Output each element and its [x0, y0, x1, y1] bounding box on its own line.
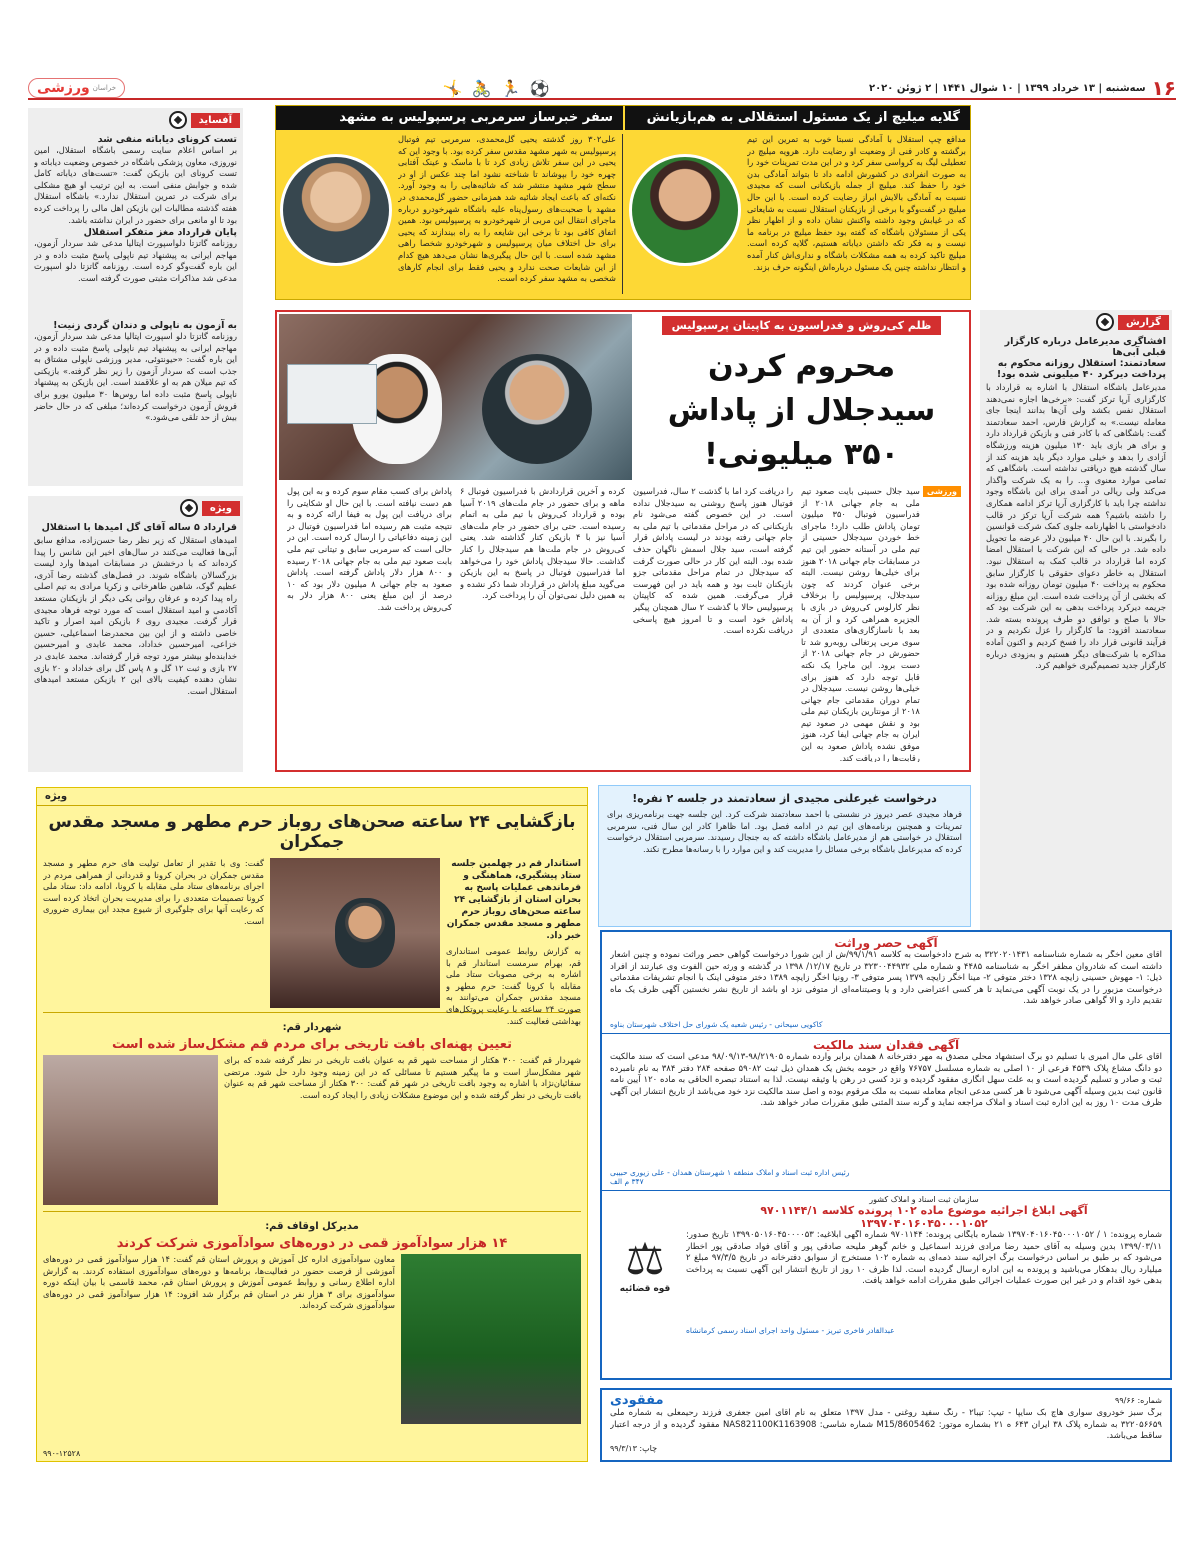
ads-section: [600, 930, 1172, 1380]
qom-code: ۹۹۰-۱۲۵۲۸: [43, 1449, 81, 1458]
page-number: ۱۶: [1151, 76, 1176, 100]
ad2-body: آقای علی مال امیری با تسلیم دو برگ استشهاد محلی مصدق به مهر دفترخانه ۸ همدان برابر وارده شماره ۹۸/۲۱۹۰۵-۹۸/۰۹/۱۳ مدعی است که سند مالکیت دو دانگ مشاع پلاک ۴۵۳۹ فرعی از ۱۰ اصلی به شماره مسلسل ۷۶۷۵۷ واقع در حومه بخش یک همدان ذیل ثبت ۵۹۰۸۲ صفحه ۲۸۴ دفتر ۳۸۴ به نام نامبرده ثبت و صادر و تسلیم گردیده است و به علت سهل انگاری مفقود گردیده و نزد کسی در رهن یا وثیقه نیست. لذا به استناد تبصره الحاقی به ماده ۱۲۰ آیین نامه قانون ثبت بدین وسیله آگهی می‌شود تا هر کسی مدعی انجام معامله نسبت به ملک مرقوم بوده و اصل سند مالکیت نزد خود می‌باشد از تاریخ انتشار این آگهی ظرف مدت ۱۰ روز به این اداره ثبت اسناد و املاک مراجعه نماید و گرنه سند المثنی طبق مقررات صادر خواهد شد.: [610, 1052, 1162, 1109]
offside-title-1: تست کرونای دیاباته منفی شد: [97, 134, 237, 145]
ball-icon: [1096, 313, 1114, 331]
owqaf-body: معاون سوادآموزی اداره کل آموزش و پرورش استان قم گفت: ۱۴ هزار سوادآموز قمی در دوره‌های آموزشی از فرصت حضور در فعالیت‌ها، برنامه‌ها و دوره‌های سوادآموزی استفاده کردند. به گزارش اداره اطلاع رسانی و روابط عمومی آموزش و پرورش استان قم، محمد قاسمی با بیان اینکه دوره سوادآموزی برای ۳ هزار نفر در استان قم برگزار شد افزود: ۱۴ هزار سوادآموز قمی در دوره‌های سوادآموزی شرکت کرده‌اند.: [43, 1254, 395, 1311]
report-body: مدیرعامل باشگاه استقلال با اشاره به قرارداد با کارگزاری آرپا ترکز گفت: «برخی‌ها اجازه نمی‌دهند استقلال نفس بکشد ولی آن‌ها بدانند اینجا جای معامله نیست.» به گزارش فارس، احمد سعادتمند گفت: باشگاهی که با کادر فنی و بازیکن قرارداد دارد و برای هر بازی باید ۱۳۰ میلیون هزینه ورزشگاه آزادی را بدهد و خیلی موارد دیگر باید هزینه کند از سال گذشته هیچ دریافتی نداشته است. باشگاهی که تمامی موارد معنوی و... را به یک شرکت واگذار می‌کند ولی ریالی در آمدی برای این باشگاه وجود نداشته چرا باید با کارگزاری آرپا ترکز ادامه همکاری را داشته باشیم؟ همه شرکت آرپا ترکز در قالب دادخواستی با اظهارنامه جلوی کمک شرکت قوانسین را بگیرند. با این حال ۴۰ میلیون دلار عرضه ما تحویل داده شد. در حالی که این شرکت با استقلال امضا کرده اما قرارداد در قالب کمک به استقلال نبود. استقلال به خاطر دعوای حقوقی با کارگزار سابق محکوم به پرداخت ۴۰ میلیون تومان روزانه شده بود که بخشی از آن پرداخت شده است. این مبلغ روزانه جریمه دیرکرد پرداخت بدهی به این شرکت بود که حالا با صلح و توافق دو طرف پرونده بسته شد. سعادتمند افزود: ما کارگزار را عزل نکردیم و در فرآیند قانونی قرار داد را فسخ کردیم و اکنون آماده مذاکره با شرکت‌های دیگر هستیم و به‌زودی درباره کارگزار جدید تصمیم‌گیری خواهیم کرد.: [986, 382, 1166, 671]
report-tag: گزارش: [1118, 315, 1169, 330]
lost-title: مفقودی: [610, 1393, 664, 1408]
governor-photo: [270, 858, 440, 1008]
judiciary-scales-icon: ⚖: [625, 1234, 665, 1285]
owqaf-tag: مدیرکل اوقاف قم:: [265, 1221, 359, 1232]
ad3-title: آگهی ابلاغ اجرائیه موضوع ماده ۱۰۲ پرونده کلاسه ۹۷۰۱۱۴۴/۱: [760, 1204, 1088, 1217]
special-column: [28, 496, 243, 772]
milic-photo: [629, 154, 741, 266]
main-col-3: کرده و آخرین قراردادش با فدراسیون فوتبال ۶ ماهه و برای حضور در جام ملت‌های ۲۰۱۹ آسیا بوده و قرارداد کی‌روش با تیم ملی به اتمام رسیده است. حتی برای حضور در جام ملت‌های آسیا نیز با ۴ بازیکن کنار گذاشته شد. یعنی کی‌روش در جام ملت‌ها هم سیدجلال را کنار گذاشت. حالا سیدجلال پاداش خود را می‌خواهد اما فدراسیون فوتبال در پاسخ به این بازیکن می‌گوید مبلغ پاداش در قرارداد شما ذکر نشده و به همین دلیل نمی‌توان آن را پرداخت کرد.: [460, 486, 625, 601]
mayor-headline: تعیین پهنه‌ای بافت تاریخی برای مردم قم مشکل‌ساز شده است: [112, 1037, 512, 1052]
mayor-body: شهردار قم گفت: ۳۰۰ هکتار از مساحت شهر قم به عنوان بافت تاریخی در نظر گرفته شده که برای شهر مشکل‌ساز است و ما پیگیر هستیم تا مسائلی که در این زمینه وجود دارد حل شود. مرتضی سقائیان‌نژاد با اشاره به وجود بافت تاریخی در شهر قم گفت: ۳۰۰ هکتار از مساحت شهر قم به عنوان بافت تاریخی در نظر گرفته شده و این موضوع مشکلات زیادی را ایجاد کرده است.: [224, 1055, 581, 1100]
literacy-class-photo: [401, 1254, 581, 1424]
main-kicker: ظلم کی‌روش و فدراسیون به کاپیتان پرسپولیس: [662, 316, 942, 335]
qom-headline: بازگشایی ۲۴ ساعته صحن‌های روباز حرم مطهر و مسجد مقدس جمکران: [48, 812, 576, 852]
historic-alley-photo: [43, 1055, 218, 1205]
offside-title-3: به آزمون به ناپولی و دندان گردی زنیت!: [53, 320, 237, 331]
qom-body-2: گفت: وی با تقدیر از تعامل تولیت های حرم مطهر و مسجد مقدس جمکران در بحران کرونا و قدردانی از همراهی مردم در اجرای برنامه‌های ستاد ملی مقابله با کرونا، ادامه داد: ستاد ملی کرونا تصمیمات متعددی را برای مدیریت بحران اتخاذ کرده است که رعایت آنها برای جلوگیری از شیوع مجدد این بیماری ضروری است.: [43, 858, 264, 926]
main-story: [275, 310, 971, 772]
offside-body-1: بر اساس اعلام سایت رسمی باشگاه استقلال، امین نوروزی، معاون پزشکی باشگاه در خصوص وضعیت دیاباته و تست کرونای این بازیکن گفت: «تست‌های دیاباته کامل شده و جوابش منفی است. به این ترتیب او هیچ مشکلی برای شرکت در تمرین استقلال ندارد.» باشگاه استقلال هفته گذشته مطالبات این بازیکن اهل مالی را پرداخت کرده بود تا او مانعی برای حضور در ایران نداشته باشد.: [34, 145, 237, 225]
offside-tag: آفساید: [191, 113, 240, 128]
owqaf-headline: ۱۴ هزار سوادآموز قمی در دوره‌های سوادآموزی شرکت کردند: [116, 1236, 508, 1251]
yellow-headline-bar: [276, 106, 970, 130]
ad3-code: ۱۳۹۷۰۴۰۱۶۰۴۵۰۰۰۱۰۵۲: [860, 1217, 988, 1230]
left-headline: سفر خبرساز سرمربی پرسپولیس به مشهد: [339, 110, 613, 125]
special-tag: ویژه: [202, 501, 240, 516]
blue-box: [598, 785, 971, 927]
ball-icon: [169, 111, 187, 129]
offside-body-2: روزنامه گاتزتا دلواسپورت ایتالیا مدعی شد سردار آزمون، مهاجم ایرانی به پیشنهاد تیم ناپولی پاسخ مثبت داده و در این باره گفت‌وگو کرده است. روزنامه گاتزتا دلو اسپورت مدعی شد مذاکرات مثبتی صورت گرفته است.: [34, 238, 237, 283]
top-yellow-box: [275, 105, 971, 300]
byline-badge: ورزشی: [923, 486, 961, 497]
blue-body: فرهاد مجیدی عصر دیروز در نشستی با احمد سعادتمند شرکت کرد. این جلسه جهت برنامه‌ریزی برای تمرینات و همچنین برنامه‌های این تیم در ادامه فصل بود. اما ظاهرا کادر این سال فنی، سرمربی استقلال در خواستی هم از مدیرعامل باشگاه داشته که به جنجال رسیدند. سرمربی استقلال درخواست کرده که مدیرعامل باشگاه برخی مسائل را مدیریت کند و این موارد را با رسانه‌ها مطرح نکند.: [607, 809, 962, 854]
page-header: [28, 78, 1176, 100]
qom-tag: ویژه: [45, 791, 68, 802]
sport-figures-icon: ⚽ 🏃 🚴 🤸: [442, 78, 552, 98]
main-col-1: سید جلال حسینی بایت صعود تیم ملی به جام جهانی ۲۰۱۸ از فدراسیون فوتبال ۳۵۰ میلیون تومان پاداش طلب دارد! ماجرای خط خوردن سیدجلال حسینی از تیم ملی در آستانه حضور این تیم در مسابقات جام جهانی ۲۰۱۸ هنوز برای خیلی‌ها روشن نیست. البته برخی عنوان کردند که چون سیدجلال، پرسپولیس را برخلاف نظر کارلوس کی‌روش در بازی با الجزیره همراهی کرد و از آن به بعد با ناسازگاری‌های متعددی از سوی مربی پرتغالی روبه‌رو شد تا حضورش در جام جهانی ۲۰۱۸ از دست برود. این ماجرا یک نکته قابل توجه دارد که هنوز برای خیلی‌ها روشن نیست. سیدجلال در تمام دوران مقدماتی جام جهانی ۲۰۱۸ از مونتارین بازیکنان تیم ملی بود و نقش مهمی در صعود تیم ایران به جام جهانی ایفا کرد، هنوز موفق نشده پاداش صعود به این رقابت‌ها را دریافت کند.: [801, 486, 920, 762]
brand-logo: خراسان ورزشی: [28, 78, 125, 98]
offside-title-2: پایان قرارداد مغز متفکر استقلال: [83, 227, 237, 238]
qom-lead: استاندار قم در چهلمین جلسه ستاد پیشگیری، هماهنگی و فرماندهی عملیات پاسخ به بحران استان از بازگشایی ۲۴ ساعته صحن‌های روباز حرم مطهر و مسجد مقدس جمکران خبر داد.: [446, 859, 581, 941]
lost-body: برگ سبز خودروی سواری هاچ بک سایپا - تیپ: تیبا۲ - رنگ سفید روغنی - مدل ۱۳۹۷ متعلق به نام آقای امین جعفری فرزند رحیمعلی به شماره ملی ۳۲۲۰۵۶۶۵۹ به شماره پلاک ۳۸ ایران ۶۴۳ ه ۲۱ بشماره موتور: M15/8605462 شماره شاسی: NAS821100K1163908 مفقود گردیده و از درجه اعتبار ساقط می‌باشد.: [610, 1408, 1162, 1442]
ad2-sign: رئیس اداره ثبت اسناد و املاک منطقه ۱ شهرستان همدان - علی زیوری حبیبی: [610, 1168, 850, 1177]
ad2-title: آگهی فقدان سند مالکیت: [812, 1038, 960, 1052]
left-story-body: علی۳۰۲ روز گذشته یحیی گل‌محمدی، سرمربی تیم فوتبال پرسپولیس به شهر مشهد مقدس سفر کرده بود. با وجود این که یحیی در این سفر تلاش زیادی کرد تا با ماسک و عینک آفتابی چهره خود را بپوشاند تا شناخته نشود اما چند عکس از او در سطح شهر مشهد منتشر شد که شائبه‌هایی را به وجود آورد. نکته‌ای که باعث ایجاد شائبه شد همزمانی حضور گل‌محمدی در مشهد با صحبت‌های رسول‌پناه علیه باشگاه شهرخودرو درباره ماجرای انتقال این مربی از شهرخودرو به پرسپولیس بود. همین اتفاق کافی بود تا برخی این شایعه را به راه بیندازند که یحیی برای حل اختلاف میان پرسپولیس و شهرخودرو شخصا راهی مشهد شده است. با این حال پیگیری‌ها نشان می‌دهد هیچ کدام از این شایعات صحت ندارد و یحیی فقط برای انجام کارهای شخصی به مشهد سفر کرده است.: [398, 134, 616, 284]
qom-section: [36, 787, 588, 1462]
press-conference-photo: [279, 314, 632, 480]
ad1-title: آگهی حصر وراثت: [834, 936, 938, 950]
date-line: سه‌شنبه | ۱۳ خرداد ۱۳۹۹ | ۱۰ شوال ۱۴۴۱ | ۲ ژوئن ۲۰۲۰: [868, 82, 1146, 94]
report-title-2: سعادتمند: استقلال روزانه محکوم به پرداخت دیرکرد ۴۰ میلیونی شده بود!: [996, 358, 1166, 380]
lost-ad: [600, 1388, 1172, 1462]
right-headline: گلایه میلیچ از یک مسئول استقلالی به هم‌بازیانش: [623, 106, 970, 130]
ad1-sign: کاکویی سیحانی - رئیس شعبه یک شورای حل اختلاف شهرستان بناوه: [610, 1020, 823, 1029]
ad1-body: آقای معین اخگر به شماره شناسنامه ۳۲۲۰۲۰۱۴۳۱ به شرح دادخواست به کلاسه ۹۹/۱/۹۱/ش از این شورا درخواست گواهی حصر وراثت نموده و چنین اشعار داشته است که شادروان مظفر اخگر به شناسنامه ۴۴۸۵ و شماره ملی ۳۲۳۰۰۴۴۹۳۲ در تاریخ ۱۲/۱۷/ ۱۳۹۸ در گذشته و ورثه حین الفوت وی عبارتند از افراد ذیل: ۱- مهوش حسینی زایچه ۱۳۲۸ دختر متوفی ۲- مینا اخگر زایچه ۱۳۷۹ پسر متوفی ۳- رونیا اخگر زایچه ۱۳۸۹ دختر متوفی اینک با انجام تشریفات مقدماتی درخواست مزبور را در یک نوبت آگهی می‌نماید تا هر کسی اعتراضی دارد و یا وصیتنامه‌ای از متوفی نزد او باشد از تاریخ نشر نخستین آگهی ظرف یک ماه تقدیم دارد و الا گواهی صادر خواهد شد.: [610, 950, 1162, 1007]
mayor-tag: شهردار قم:: [282, 1022, 342, 1033]
ad2-code: ۳۴۷ م الف: [610, 1177, 644, 1186]
right-story-body: مدافع چپ استقلال با آمادگی نسبتا خوب به تمرین این تیم برگشته و کادر فنی از وضعیت او رضایت دارد. هرویه میلیچ در تعطیلی لیگ به کرواسی سفر کرد و در این مدت تمرینات خود را به صورت انفرادی در کشورش ادامه داد تا بتواند آمادگی بدن خود را حفظ کند. میلیچ از جمله بازیکنانی است که مجیدی نسبت به آمادگی بالایش ابراز رضایت کرده است. با این حال میلیچ در گفت‌وگو با برخی از بازیکنان استقلال نسبت به شایعاتی که در غیابش وجود داشته واکنش نشان داده و از اظهار نظر یکی از مسئولان باشگاه که گفته بود حفظ میلیچ در برنامه ما نیست و به فکر تکه داشتن دیاباته هستیم، گلایه کرده است. میلیچ تاکید کرده به همه مشکلات باشگاه و نداری‌اش کنار آمده و انتظار نداشته چنین یک مسئول درباره‌اش اینگونه حرف بزند.: [747, 134, 966, 272]
main-col-2: را دریافت کرد اما با گذشت ۲ سال، فدراسیون فوتبال هنوز پاسخ روشنی به سیدجلال نداده است. در این خصوص گفته می‌شود نام بازیکنانی که در مراحل مقدماتی با تیم ملی به جام جهانی رفته بودند در لیست پاداش قرار گرفته است، سید جلال اسمش ناگهان حذف شده بود. البته این کار در حالی صورت گرفت که سیدجلال در تمام مراحل مقدماتی جزو بازیکنان ثابت بود و همه باید در این فهرست قرار می‌گرفت. همین شده که کاپیتان پرسپولیس حالا با گذشت ۲ سال همچنان پیگیر پاداش خود است و تا امروز هیچ پاسخی دریافت نکرده است.: [633, 486, 793, 636]
special-title: قرارداد ۵ ساله آقای گل امیدها با استقلال: [41, 522, 237, 533]
offside-column: [28, 108, 243, 486]
ad3-logo: قوه قضائیه: [619, 1284, 671, 1294]
ad3-sign: عبدالقادر فاخری تبریز - مسئول واحد اجرای اسناد رسمی کرمانشاه: [686, 1326, 895, 1335]
blue-headline: درخواست غیرعلنی مجیدی از سعادتمند در جلسه ۲ نفره!: [632, 792, 937, 805]
main-col-4: پاداش برای کسب مقام سوم کرده و به این پول هم دست نیافته است. با این حال او شکایتی را برای دریافت این پول به فیفا ارائه کرده و به نتیجه مثبت هم رسیده اما فدراسیون فوتبال در این زمینه دفاعیاتی را ارسال کرده است. این در حالی است که سرمربی سابق و تیتانی تیم ملی بابت صعود تیم ملی به جام جهانی ۲۰۱۸ رسیده و ۸۰۰ هزار دلار پاداش گرفته است. پاداش صعود به جام جهانی ۸ میلیون دلار بود که ۱۰ درصد از این مبلغ یعنی ۸۰۰ هزار دلار به کی‌روش پرداخت شد.: [287, 486, 452, 612]
report-title-1: افشاگری مدیرعامل درباره کارگزار قبلی آبی‌ها: [1004, 336, 1166, 358]
golmohammadi-photo: [280, 154, 392, 266]
offside-body-3: روزنامه گاتزتا دلو اسپورت ایتالیا مدعی شد سردار آزمون، مهاجم ایرانی به پیشنهاد تیم ناپولی پاسخ مثبت داده و در این باره گفت: «حیونتوئی، مدیر ورزشی ناپولی مشتاق به جذب است که سردار آزمون را زیر نظر گرفته.» بازیکنی که تیم میلان هم به او علاقمند است. این بازیکن به پیشنهاد ناپولی پاسخ مثبت داده اما روس‌ها ۳۰ میلیون یورو برای فروش آزمون درخواست کرده‌اند؛ مبلغی که در حال حاضر بیش از حد تلقی می‌شود.»: [34, 331, 237, 423]
lost-number: شماره: ۹۹/۶۶: [1115, 1396, 1162, 1405]
ball-icon: [180, 499, 198, 517]
main-headline: محروم کردن سیدجلال از پاداش ۳۵۰ میلیونی!: [667, 349, 936, 472]
report-column: [980, 310, 1172, 936]
qom-body-1: به گزارش روابط عمومی استانداری قم، بهرام سرمست استاندار قم با اشاره به برخی مصوبات ستاد ملی مقابله با کرونا گفت: حرم مطهر و مسجد مقدس جمکران می‌توانند به صورت ۲۴ ساعته با رعایت پروتکل‌های بهداشتی فعالیت کنند.: [446, 946, 581, 1026]
lost-sign: چاپ: ۹۹/۳/۱۳: [610, 1444, 658, 1453]
ad3-org: سازمان ثبت اسناد و املاک کشور: [869, 1195, 979, 1204]
ad3-body: شماره پرونده: ۱ / ۱۳۹۷۰۴۰۱۶۰۴۵۰۰۰۱۰۵۲ شماره بایگانی پرونده: ۹۷۰۱۱۴۴ شماره آگهی ابلاغیه: ۱۳۹۹۰۵۰۱۶۰۴۵۰۰۰۰۵۳ تاریخ صدور: ۱۳۹۹/۰۳/۱۱ بدین وسیله به آقای حمید رضا مرادی فرزند اسماعیل و خانم گوهر ملیحه صادقی پور و آقای فواد صادقی پور اخطار می‌شود که بر طبق بر اساس درخواست برگ اجرائیه سند ذمه‌ای به شماره ۱۰۲ مستخرج از سوابق دفترخانه در تاریخ ۹۷/۳/۵ مبلغ ۲ میلیارد ریال بدهکار می‌باشید و پرونده به این اداره ارسال گردیده است. لذا ظرف ۱۰ روز از تاریخ انتشار این آگهی نسبت به پرداخت بدهی خود اقدام و در غیر این صورت عملیات اجرائی طبق مقررات ادامه خواهد یافت.: [686, 1230, 1162, 1287]
special-body: امیدهای استقلال که زیر نظر رضا حسن‌زاده، مدافع سابق آبی‌ها فعالیت می‌کنند در سال‌های اخیر این شانس را پیدا کرده‌اند که با درخشش در مسابقات امیدها وارد لیست بزرگسالان باشگاه شوند. در فصل‌های گذشته رضا آذری، عظیم گوک، شاهین طاهرخانی و زکریا مرادی به تیم اصلی راه پیدا کرده و عرفان روانی یکی دیگر از بازیکنان مستعد آکادمی و امید استقلال است که مورد توجه فرهاد مجیدی قرار گرفت. مجیدی روی ۶ بازیکن امید اصرار و تاکید خاصی داشته و از این بین محمدرضا اسماعیلی، حسین خزاعی، امیرحسین خداداد، محمد عابدی و امیرحسین خدابنده‌لو بیشتر مورد توجه قرار گرفته‌اند. محمد عابدی در ۲۷ بازی و ثبت ۱۲ گل و ۸ پاس گل برای خداداد و ۲۰ بازی نشان دهنده کیفیت بالای این ۲ بازیکن مستعد امیدهای استقلال است.: [34, 535, 237, 696]
